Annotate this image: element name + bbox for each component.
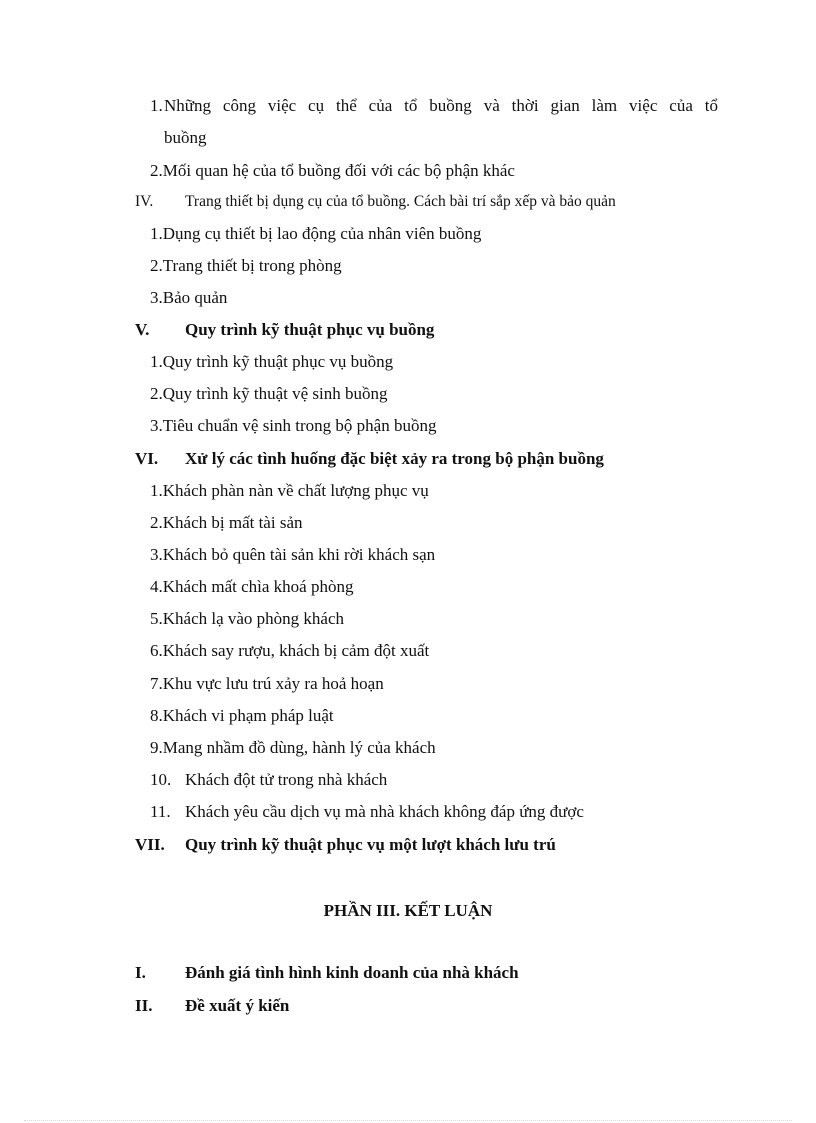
item-number: 1. <box>150 224 163 243</box>
list-item <box>150 608 344 630</box>
list-item <box>150 640 429 662</box>
list-item <box>150 415 436 437</box>
list-item <box>150 287 227 309</box>
section-number: VI. <box>135 449 159 468</box>
item-number: 11. <box>150 802 171 821</box>
section-number: I. <box>135 963 146 982</box>
item-text: Khách bị mất tài sản <box>162 513 303 532</box>
item-number: 1. <box>150 352 163 371</box>
section-heading <box>135 834 556 856</box>
item-text: Khu vực lưu trú xảy ra hoả hoạn <box>162 674 384 693</box>
list-item <box>150 255 342 277</box>
item-number: 3. <box>150 416 163 435</box>
list-item <box>150 512 303 534</box>
item-text: Tiêu chuẩn vệ sinh trong bộ phận buồng <box>162 416 437 435</box>
list-item <box>150 705 334 727</box>
section-number: IV. <box>135 193 154 210</box>
list-item <box>150 769 387 791</box>
item-text: Dụng cụ thiết bị lao động của nhân viên buồng <box>162 224 482 243</box>
item-number: 9. <box>150 738 163 757</box>
list-item <box>150 351 393 373</box>
list-item-text-continuation: buồng <box>164 128 207 147</box>
item-number: 7. <box>150 674 163 693</box>
item-number: 2. <box>150 256 163 275</box>
item-number: 5. <box>150 609 163 628</box>
section-title: Quy trình kỹ thuật phục vụ buồng <box>185 320 435 339</box>
list-item <box>150 223 481 245</box>
section-heading <box>135 319 434 341</box>
section-title: Xử lý các tình huống đặc biệt xảy ra trong bộ phận buồng <box>185 449 604 468</box>
section-title: Đánh giá tình hình kinh doanh của nhà khách <box>185 963 519 982</box>
list-item <box>150 673 384 695</box>
item-number: 6. <box>150 641 163 660</box>
item-number: 1. <box>150 481 163 500</box>
section-title: Đề xuất ý kiến <box>185 996 290 1015</box>
list-item <box>150 383 388 405</box>
item-number: 2. <box>150 384 163 403</box>
item-number: 1. <box>150 96 163 115</box>
section-title: Trang thiết bị dụng cụ của tổ buồng. Cách bài trí sắp xếp và bảo quản <box>185 193 616 210</box>
section-title: Quy trình kỹ thuật phục vụ một lượt khách lưu trú <box>185 835 556 854</box>
item-number: 2. <box>150 513 163 532</box>
list-item <box>150 737 436 759</box>
item-text: Khách phàn nàn về chất lượng phục vụ <box>162 481 429 500</box>
item-text: Khách mất chìa khoá phòng <box>162 577 354 596</box>
list-item <box>150 480 429 502</box>
item-text: Mang nhầm đồ dùng, hành lý của khách <box>162 738 436 757</box>
section-heading <box>135 995 289 1017</box>
list-item <box>150 544 435 566</box>
item-text: Quy trình kỹ thuật vệ sinh buồng <box>162 384 388 403</box>
section-number: II. <box>135 996 153 1015</box>
section-number: VII. <box>135 835 165 854</box>
section-heading <box>135 448 604 470</box>
item-text: Khách vi phạm pháp luật <box>162 706 334 725</box>
list-item <box>150 576 353 598</box>
page-bottom-divider <box>24 1120 792 1121</box>
section-heading <box>135 191 616 213</box>
item-number: 3. <box>150 545 163 564</box>
item-text: Khách đột tử trong nhà khách <box>185 770 388 789</box>
item-number: 3. <box>150 288 163 307</box>
part-heading: PHẦN III. KẾT LUẬN <box>323 901 493 920</box>
list-item <box>150 801 584 823</box>
section-heading <box>135 962 519 984</box>
item-text: Quy trình kỹ thuật phục vụ buồng <box>162 352 394 371</box>
list-item <box>150 160 515 182</box>
item-text: Khách bỏ quên tài sản khi rời khách sạn <box>162 545 436 564</box>
item-number: 10. <box>150 770 172 789</box>
item-number: 8. <box>150 706 163 725</box>
list-item <box>150 95 163 117</box>
item-text: Mối quan hệ của tổ buồng đối với các bộ phận khác <box>162 161 515 180</box>
item-text: Khách yêu cầu dịch vụ mà nhà khách không đáp ứng được <box>185 802 584 821</box>
item-text: Khách say rượu, khách bị cảm đột xuất <box>162 641 430 660</box>
section-number: V. <box>135 320 150 339</box>
list-item-text: Những công việc cụ thể của tổ buồng và thời gian làm việc của tổ <box>164 96 718 115</box>
item-text: Khách lạ vào phòng khách <box>162 609 345 628</box>
item-text: Bảo quản <box>162 288 228 307</box>
item-text: Trang thiết bị trong phòng <box>162 256 342 275</box>
item-number: 2. <box>150 161 163 180</box>
item-number: 4. <box>150 577 163 596</box>
